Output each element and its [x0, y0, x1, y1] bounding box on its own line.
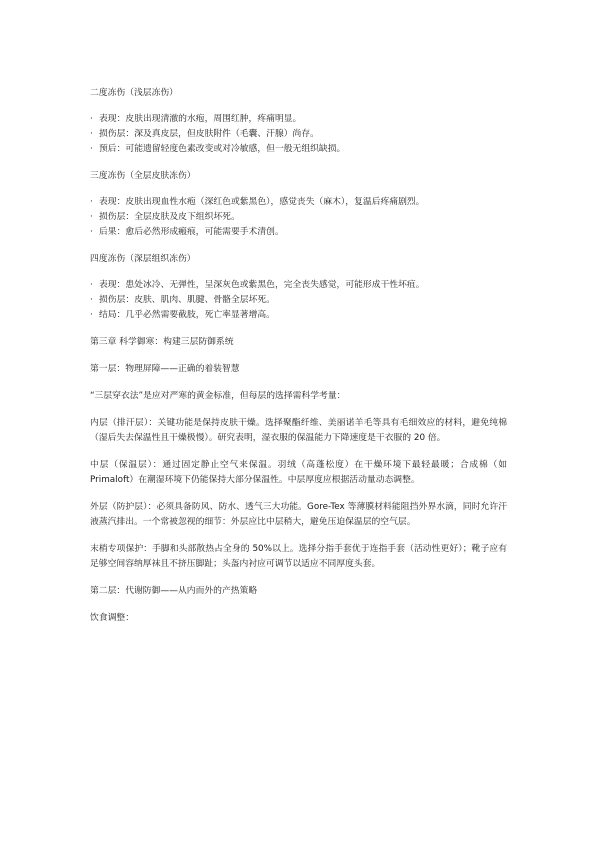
section-heading-grade3: 三度冻伤（全层皮肤冻伤）: [90, 171, 196, 181]
layer2-title: 第二层：代谢防御——从内而外的产热策略: [90, 586, 258, 596]
bullet-mark: ·: [90, 280, 93, 290]
paragraph-inner-layer: 内层（排汗层）：关键功能是保持皮肤干燥。选择聚酯纤维、美丽诺羊毛等具有毛细效应的材料，避免纯棉（湿后失去保温性且干燥极慢）。研究表明，湿衣服的保温能力下降速度是干衣服的 20 倍。: [90, 418, 507, 443]
list-item: · 损伤层：深及真皮层，但皮肤附件（毛囊、汗腺）尚存。: [90, 127, 507, 142]
chapter-title: 第三章 科学御寒：构建三层防御系统: [90, 337, 234, 347]
bullet-mark: ·: [90, 129, 93, 139]
list-item: · 表现：皮肤出现血性水疱（深红色或紫黑色），感觉丧失（麻木），复温后疼痛剧烈。: [90, 195, 507, 210]
bullet-mark: ·: [90, 227, 93, 237]
paragraph-middle-layer: 中层（保温层）：通过固定静止空气来保温。羽绒（高蓬松度）在干燥环境下最轻最暖；合成棉（如 Primaloft）在潮湿环境下仍能保持大部分保温性。中层厚度应根据活动量动态调整。: [90, 460, 507, 485]
bullet-mark: ·: [90, 295, 93, 305]
bullet-mark: ·: [90, 310, 93, 320]
list-item: · 结局：几乎必然需要截肢，死亡率显著增高。: [90, 308, 507, 323]
list-item: · 后果：愈后必然形成瘢痕，可能需要手术清创。: [90, 225, 507, 240]
section-heading-grade2: 二度冻伤（浅层冻伤）: [90, 88, 178, 98]
diet-label: 饮食调整：: [90, 613, 134, 623]
bullet-mark: ·: [90, 212, 93, 222]
bullet-list-grade4: [90, 278, 507, 323]
bullet-list-grade3: [90, 195, 507, 240]
list-item: · 表现：皮肤出现清澈的水疱，周围红肿，疼痛明显。: [90, 112, 507, 127]
list-item: · 表现：患处冰冷、无弹性，呈深灰色或紫黑色，完全丧失感觉，可能形成干性坏疽。: [90, 278, 507, 293]
intro-paragraph: “三层穿衣法”是应对严寒的黄金标准，但每层的选择需科学考量：: [90, 391, 346, 401]
bullet-mark: ·: [90, 197, 93, 207]
list-item: · 损伤层：皮肤、肌肉、肌腱、骨骼全层坏死。: [90, 293, 507, 308]
layer1-title: 第一层：物理屏障——正确的着装智慧: [90, 364, 240, 374]
bullet-mark: ·: [90, 114, 93, 124]
paragraph-extremity-protection: 末梢专项保护：手脚和头部散热占全身的 50%以上。选择分指手套优于连指手套（活动性更好）；靴子应有足够空间容纳厚袜且不挤压脚趾；头盔内衬应可调节以适应不同厚度头套。: [90, 544, 507, 569]
section-heading-grade4: 四度冻伤（深层组织冻伤）: [90, 254, 196, 264]
bullet-list-grade2: [90, 112, 507, 157]
list-item: · 损伤层：全层皮肤及皮下组织坏死。: [90, 210, 507, 225]
paragraph-outer-layer: 外层（防护层）：必须具备防风、防水、透气三大功能。Gore-Tex 等薄膜材料能阻挡外界水滴，同时允许汗液蒸汽排出。一个常被忽视的细节：外层应比中层稍大，避免压迫保温层的空气层。: [90, 502, 507, 527]
bullet-mark: ·: [90, 144, 93, 154]
list-item: · 预后：可能遗留轻度色素改变或对冷敏感，但一般无组织缺损。: [90, 142, 507, 157]
